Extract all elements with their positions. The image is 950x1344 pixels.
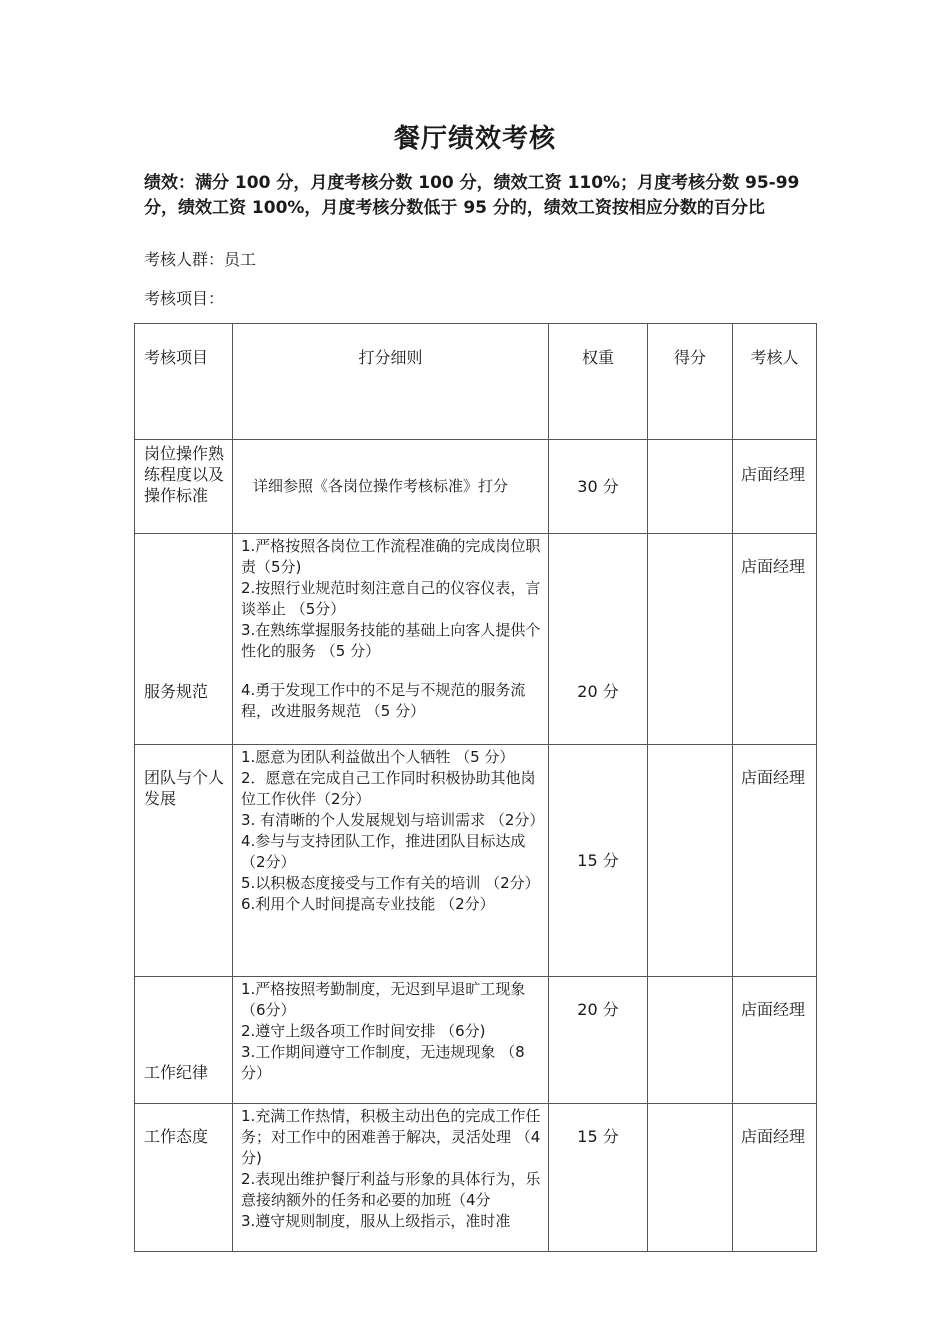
detail-spacer bbox=[241, 662, 542, 680]
row-item: 工作态度 bbox=[135, 1104, 233, 1252]
row-reviewer: 店面经理 bbox=[733, 1104, 817, 1252]
row-score bbox=[648, 440, 733, 534]
detail-line: 3.遵守规则制度，服从上级指示，准时准 bbox=[241, 1212, 511, 1230]
row-weight bbox=[549, 977, 648, 1104]
detail-line: 5.以积极态度接受与工作有关的培训 （2分） bbox=[241, 874, 540, 892]
row-detail bbox=[233, 977, 549, 1104]
detail-line: 4.勇于发现工作中的不足与不规范的服务流程，改进服务规范 （5 分） bbox=[241, 681, 526, 720]
header-detail: 打分细则 bbox=[233, 324, 549, 440]
detail-line: 2．愿意在完成自己工作同时积极协助其他岗位工作伙伴（2分） bbox=[241, 769, 536, 808]
table-row bbox=[135, 440, 817, 534]
row-weight bbox=[549, 1104, 648, 1252]
row-item: 服务规范 bbox=[135, 534, 233, 745]
detail-line: 详细参照《各岗位操作考核标准》打分 bbox=[253, 477, 509, 495]
row-item: 工作纪律 bbox=[135, 977, 233, 1104]
row-detail bbox=[233, 1104, 549, 1252]
weight-value: 30 分 bbox=[577, 477, 619, 496]
detail-line: 1.充满工作热情，积极主动出色的完成工作任务；对工作中的困难善于解决，灵活处理 （4分) bbox=[241, 1107, 541, 1167]
row-detail bbox=[233, 534, 549, 745]
row-detail bbox=[233, 745, 549, 977]
row-reviewer: 店面经理 bbox=[733, 745, 817, 977]
header-score: 得分 bbox=[648, 324, 733, 440]
row-score bbox=[648, 534, 733, 745]
detail-line: 3.在熟练掌握服务技能的基础上向客人提供个性化的服务 （5 分） bbox=[241, 621, 541, 660]
target-group-line: 考核人群：员工 bbox=[144, 250, 257, 269]
weight-value: 15 分 bbox=[577, 1127, 619, 1146]
detail-line: 4.参与与支持团队工作，推进团队目标达成 （2分） bbox=[241, 832, 526, 871]
table-row bbox=[135, 977, 817, 1104]
header-reviewer: 考核人 bbox=[733, 324, 817, 440]
detail-line: 1.愿意为团队利益做出个人牺牲 （5 分） bbox=[241, 748, 515, 766]
row-item: 团队与个人发展 bbox=[135, 745, 233, 977]
table-row bbox=[135, 534, 817, 745]
items-label-line: 考核项目： bbox=[144, 289, 225, 308]
row-weight bbox=[549, 534, 648, 745]
weight-value: 20 分 bbox=[577, 1000, 619, 1019]
row-reviewer: 店面经理 bbox=[733, 534, 817, 745]
detail-line: 3.工作期间遵守工作制度，无违规现象 （8分） bbox=[241, 1043, 525, 1082]
table-header-row bbox=[135, 324, 817, 440]
detail-line: 2.按照行业规范时刻注意自己的仪容仪表，言谈举止 （5分） bbox=[241, 579, 541, 618]
row-reviewer: 店面经理 bbox=[733, 440, 817, 534]
table-row bbox=[135, 745, 817, 977]
row-score bbox=[648, 1104, 733, 1252]
row-weight bbox=[549, 440, 648, 534]
detail-line: 2.遵守上级各项工作时间安排 （6分) bbox=[241, 1022, 486, 1040]
row-detail bbox=[233, 440, 549, 534]
detail-line: 1.严格按照各岗位工作流程准确的完成岗位职责（5分) bbox=[241, 537, 541, 576]
detail-line: 1.严格按照考勤制度，无迟到早退旷工现象 （6分） bbox=[241, 980, 526, 1019]
row-weight bbox=[549, 745, 648, 977]
row-score bbox=[648, 745, 733, 977]
weight-value: 15 分 bbox=[577, 851, 619, 870]
row-score bbox=[648, 977, 733, 1104]
weight-value: 20 分 bbox=[577, 682, 619, 701]
row-reviewer: 店面经理 bbox=[733, 977, 817, 1104]
detail-line: 3. 有清晰的个人发展规划与培训需求 （2分） bbox=[241, 811, 545, 829]
table-row bbox=[135, 1104, 817, 1252]
header-weight: 权重 bbox=[549, 324, 648, 440]
row-item: 岗位操作熟练程度以及操作标准 bbox=[135, 440, 233, 534]
detail-line: 6.利用个人时间提高专业技能 （2分） bbox=[241, 895, 495, 913]
page-title: 餐厅绩效考核 bbox=[393, 124, 556, 154]
performance-intro: 绩效：满分 100 分，月度考核分数 100 分，绩效工资 110%；月度考核分数 95-99 分，绩效工资 100%，月度考核分数低于 95 分的，绩效工资按相应分数的百分比 bbox=[144, 173, 800, 218]
header-item: 考核项目 bbox=[135, 324, 233, 440]
assessment-table bbox=[134, 323, 817, 1252]
detail-line: 2.表现出维护餐厅利益与形象的具体行为，乐意接纳额外的任务和必要的加班（4分 bbox=[241, 1170, 541, 1209]
